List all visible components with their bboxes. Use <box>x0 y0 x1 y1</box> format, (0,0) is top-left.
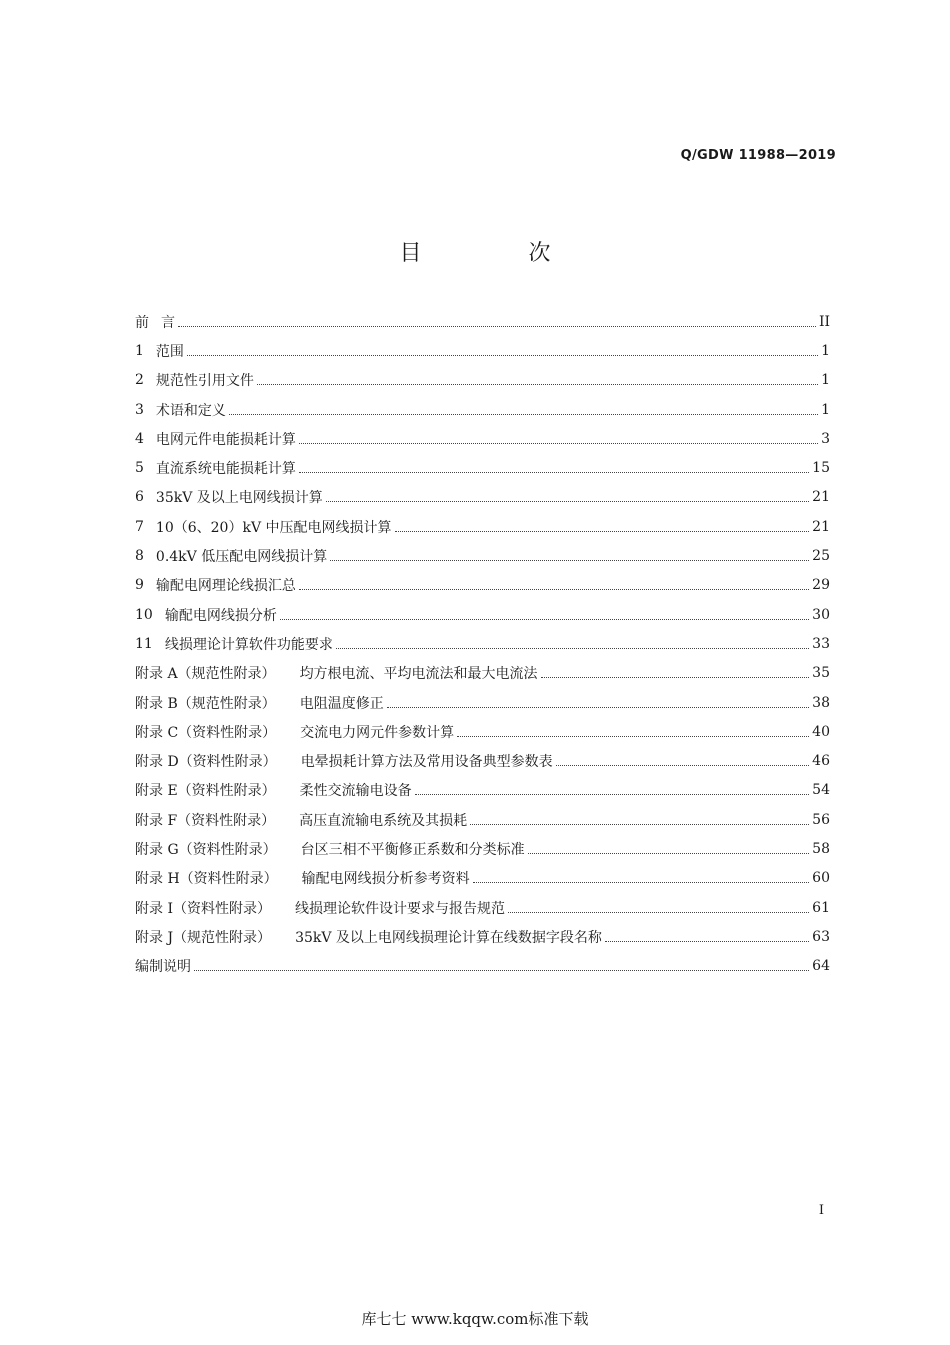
toc-entry-page: 1 <box>821 342 830 359</box>
toc-entry[interactable] <box>135 952 830 981</box>
toc-entry-number: 附录 G（资料性附录） <box>135 841 277 858</box>
toc-entry[interactable] <box>135 776 830 805</box>
toc-entry-page: 64 <box>812 958 830 975</box>
toc-entry[interactable] <box>135 629 830 658</box>
document-code: Q/GDW 11988—2019 <box>680 148 836 163</box>
toc-entry-page: 1 <box>821 372 830 389</box>
toc-entry[interactable] <box>135 805 830 834</box>
toc-entry-title: 范围 <box>155 343 184 360</box>
toc-entry-page: 38 <box>812 694 830 711</box>
toc-entry-number: 附录 A（规范性附录） <box>135 666 276 683</box>
toc-entry-page: 63 <box>812 928 830 945</box>
toc-leader-dots <box>330 559 809 561</box>
toc-entry-number: 附录 F（资料性附录） <box>135 812 276 829</box>
toc-leader-dots <box>299 442 818 444</box>
toc-leader-dots <box>470 823 809 825</box>
toc-entry-title: 编制说明 <box>135 959 191 976</box>
toc-leader-dots <box>299 471 809 473</box>
toc-leader-dots <box>187 354 818 356</box>
toc-entry-title: 0.4kV 低压配电网线损计算 <box>155 549 328 566</box>
toc-entry-page: 35 <box>812 665 830 682</box>
toc-entry-title: 输配电网线损分析 <box>164 607 277 624</box>
toc-entry-number: 2 <box>135 372 144 389</box>
page-title: 目 次 <box>399 241 601 266</box>
toc-entry-number: 6 <box>135 489 144 506</box>
toc-leader-dots <box>605 940 809 942</box>
toc-entry[interactable] <box>135 600 830 629</box>
toc-leader-dots <box>541 676 810 678</box>
toc-entry[interactable] <box>135 659 830 688</box>
toc-entry-title: 均方根电流、平均电流法和最大电流法 <box>299 666 538 683</box>
toc-entry-page: 40 <box>812 723 830 740</box>
toc-entry-page: 25 <box>812 548 830 565</box>
footer-watermark: 库七七 www.kqqw.com标准下载 <box>361 1310 589 1328</box>
toc-entry-number: 附录 E（资料性附录） <box>135 783 276 800</box>
toc-leader-dots <box>280 618 809 620</box>
toc-entry-number: 5 <box>135 460 144 477</box>
toc-leader-dots <box>178 325 816 327</box>
page-number: I <box>818 1203 824 1218</box>
toc-entry-page: 58 <box>812 840 830 857</box>
toc-entry-title: 电晕损耗计算方法及常用设备典型参数表 <box>300 754 553 771</box>
toc-entry-title: 线损理论计算软件功能要求 <box>164 636 333 653</box>
toc-entry-title: 柔性交流输电设备 <box>299 783 412 800</box>
toc-entry[interactable] <box>135 512 830 541</box>
toc-entry-number: 附录 C（资料性附录） <box>135 724 277 741</box>
toc-leader-dots <box>336 647 809 649</box>
toc-leader-dots <box>457 735 809 737</box>
toc-leader-dots <box>387 706 809 708</box>
toc-entry-page: 1 <box>821 401 830 418</box>
toc-entry-title: 输配电网理论线损汇总 <box>155 578 296 595</box>
toc-entry-page: 30 <box>812 606 830 623</box>
toc-entry-title: 电网元件电能损耗计算 <box>155 431 296 448</box>
toc-entry[interactable] <box>135 395 830 424</box>
toc-entry[interactable] <box>135 453 830 482</box>
toc-entry-page: 15 <box>812 460 830 477</box>
toc-entry-number: 10 <box>135 606 153 623</box>
toc-entry-page: 54 <box>812 782 830 799</box>
toc-entry[interactable] <box>135 483 830 512</box>
toc-entry-number: 3 <box>135 401 144 418</box>
toc-entry-page: 3 <box>821 430 830 447</box>
toc-entry[interactable] <box>135 893 830 922</box>
toc-entry-page: 21 <box>812 489 830 506</box>
toc-leader-dots <box>194 969 809 971</box>
toc-entry-number: 附录 B（规范性附录） <box>135 695 276 712</box>
toc-leader-dots <box>326 500 809 502</box>
toc-entry-number: 附录 H（资料性附录） <box>135 871 278 888</box>
toc-entry-number: 4 <box>135 430 144 447</box>
toc-entry-title: 直流系统电能损耗计算 <box>155 461 296 478</box>
toc-entry-page: 61 <box>812 899 830 916</box>
toc-entry-title: 交流电力网元件参数计算 <box>300 724 455 741</box>
toc-leader-dots <box>556 764 809 766</box>
toc-entry-page: 60 <box>812 870 830 887</box>
toc-entry-title: 35kV 及以上电网线损计算 <box>155 490 323 507</box>
toc-entry[interactable] <box>135 307 830 336</box>
toc-entry-title: 10（6、20）kV 中压配电网线损计算 <box>155 519 392 536</box>
toc-entry-page: 29 <box>812 577 830 594</box>
toc-entry[interactable] <box>135 571 830 600</box>
toc-entry[interactable] <box>135 336 830 365</box>
toc-entry[interactable] <box>135 541 830 570</box>
toc-entry-title: 线损理论软件设计要求与报告规范 <box>294 900 505 917</box>
toc-entry-number: 附录 I（资料性附录） <box>135 900 271 917</box>
toc-leader-dots <box>528 852 810 854</box>
toc-entry-number: 附录 J（规范性附录） <box>135 929 272 946</box>
toc-entry-number: 附录 D（资料性附录） <box>135 754 277 771</box>
toc-entry[interactable] <box>135 424 830 453</box>
toc-entry-title: 高压直流输电系统及其损耗 <box>299 812 468 829</box>
toc-entry-title: 言 <box>161 314 175 331</box>
toc-entry[interactable] <box>135 717 830 746</box>
toc-entry-title: 35kV 及以上电网线损理论计算在线数据字段名称 <box>295 929 602 946</box>
toc-entry-page: II <box>818 313 830 330</box>
toc-entry[interactable] <box>135 688 830 717</box>
toc-entry-title: 术语和定义 <box>155 402 226 419</box>
toc-entry[interactable] <box>135 864 830 893</box>
toc-entry-page: 33 <box>812 635 830 652</box>
toc-entry-number: 1 <box>135 342 144 359</box>
toc-leader-dots <box>257 383 818 385</box>
toc-entry-number: 8 <box>135 548 144 565</box>
toc-leader-dots <box>473 881 810 883</box>
toc-entry-page: 21 <box>812 518 830 535</box>
toc-entry-number: 7 <box>135 518 144 535</box>
toc-leader-dots <box>415 793 810 795</box>
toc-entry-title: 规范性引用文件 <box>155 373 254 390</box>
toc-entry-number: 前 <box>135 314 149 331</box>
toc-leader-dots <box>229 413 818 415</box>
toc-entry-number: 9 <box>135 577 144 594</box>
toc-entry[interactable] <box>135 922 830 951</box>
toc-entry[interactable] <box>135 746 830 775</box>
toc-entry-page: 46 <box>812 753 830 770</box>
toc-entry[interactable] <box>135 366 830 395</box>
toc-entry-page: 56 <box>812 811 830 828</box>
toc-leader-dots <box>299 588 809 590</box>
table-of-contents <box>135 307 830 981</box>
toc-leader-dots <box>395 530 810 532</box>
toc-entry-title: 电阻温度修正 <box>299 695 384 712</box>
toc-entry-number: 11 <box>135 635 153 652</box>
toc-leader-dots <box>508 911 809 913</box>
toc-entry[interactable] <box>135 834 830 863</box>
toc-entry-title: 台区三相不平衡修正系数和分类标准 <box>300 841 525 858</box>
toc-entry-title: 输配电网线损分析参考资料 <box>301 871 470 888</box>
